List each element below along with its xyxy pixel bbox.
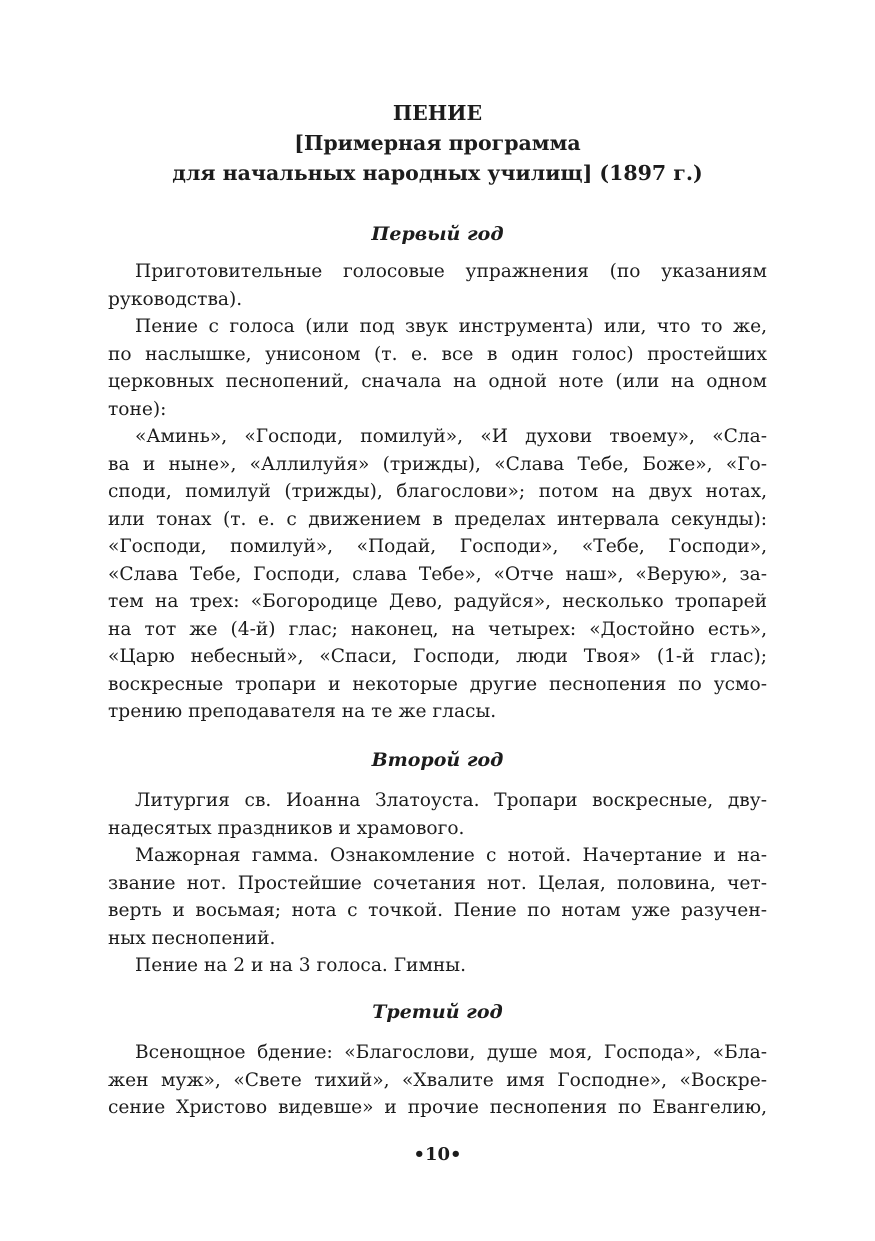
text-line: Пение с голоса (или под звук инструмента) или, что то же, (135, 316, 767, 337)
text-line: ва и ныне», «Аллилуйя» (трижды), «Слава Тебе, Боже», «Го- (108, 453, 767, 475)
text-line: «Слава Тебе, Господи, слава Тебе», «Отче наш», «Верую», за- (108, 563, 767, 585)
section-heading-year-2: Второй год (371, 749, 504, 771)
paragraph-year2-2 (108, 842, 767, 952)
text-line: церковных песнопений, сначала на одной ноте (или на одном (108, 371, 767, 392)
text-line: Приготовительные голосовые упражнения (по указаниям (135, 261, 767, 282)
text-line: жен муж», «Свете тихий», «Хвалите имя Господне», «Воскре- (108, 1069, 767, 1091)
paragraph-year1-1 (108, 258, 767, 313)
paragraph-year2-1 (108, 787, 767, 842)
paragraph-year1-3 (108, 423, 767, 726)
text-line: ных песнопений. (108, 927, 276, 949)
text-line: тем на трех: «Богородице Дево, радуйся», несколько тропарей (108, 591, 767, 612)
text-line: воскресные тропари и некоторые другие песнопения по усмо- (108, 673, 767, 695)
text-line: или тонах (т. е. с движением в пределах интервала секунды): (108, 508, 767, 530)
text-line: надесятых праздников и храмового. (108, 817, 465, 839)
text-line: «Аминь», «Господи, помилуй», «И духови твоему», «Сла- (135, 426, 767, 447)
text-line: «Царю небесный», «Спаси, Господи, люди Твоя» (1-й глас); (108, 646, 767, 667)
page-subtitle-line-2: для начальных народных училищ] (1897 г.) (172, 161, 703, 185)
page-number: •10• (413, 1144, 462, 1165)
section-heading-year-3: Третий год (372, 1001, 503, 1023)
paragraph-year3-1 (108, 1039, 767, 1122)
text-line: трению преподавателя на те же гласы. (108, 701, 497, 722)
page-subtitle-line-1: [Примерная программа (294, 131, 581, 155)
page-title: ПЕНИЕ (392, 101, 483, 125)
text-line: Литургия св. Иоанна Златоуста. Тропари воскресные, дву- (135, 790, 767, 811)
text-line: по наслышке, унисоном (т. е. все в один голос) простейших (108, 343, 767, 365)
title-block (108, 98, 767, 188)
text-line: руководства). (108, 288, 243, 310)
text-line: сение Христово видевше» и прочие песнопения по Евангелию, (108, 1097, 767, 1118)
text-line: звание нот. Простейшие сочетания нот. Целая, половина, чет- (108, 872, 767, 894)
text-line: Пение на 2 и на 3 голоса. Гимны. (135, 955, 467, 976)
paragraph-year2-3 (108, 952, 767, 980)
text-line: верть и восьмая; нота с точкой. Пение по нотам уже разучен- (108, 900, 767, 921)
text-line: споди, помилуй (трижды), благослови»; потом на двух нотах, (108, 481, 767, 502)
text-line: тоне): (108, 398, 167, 420)
paragraph-year1-2 (108, 313, 767, 423)
section-heading-year-1: Первый год (371, 223, 504, 245)
text-line: Мажорная гамма. Ознакомление с нотой. Начертание и на- (135, 845, 767, 866)
text-line: «Господи, помилуй», «Подай, Господи», «Тебе, Господи», (108, 536, 767, 557)
text-line: на тот же (4-й) глас; наконец, на четырех: «Достойно есть», (108, 618, 767, 640)
text-line: Всенощное бдение: «Благослови, душе моя, Господа», «Бла- (135, 1042, 767, 1063)
